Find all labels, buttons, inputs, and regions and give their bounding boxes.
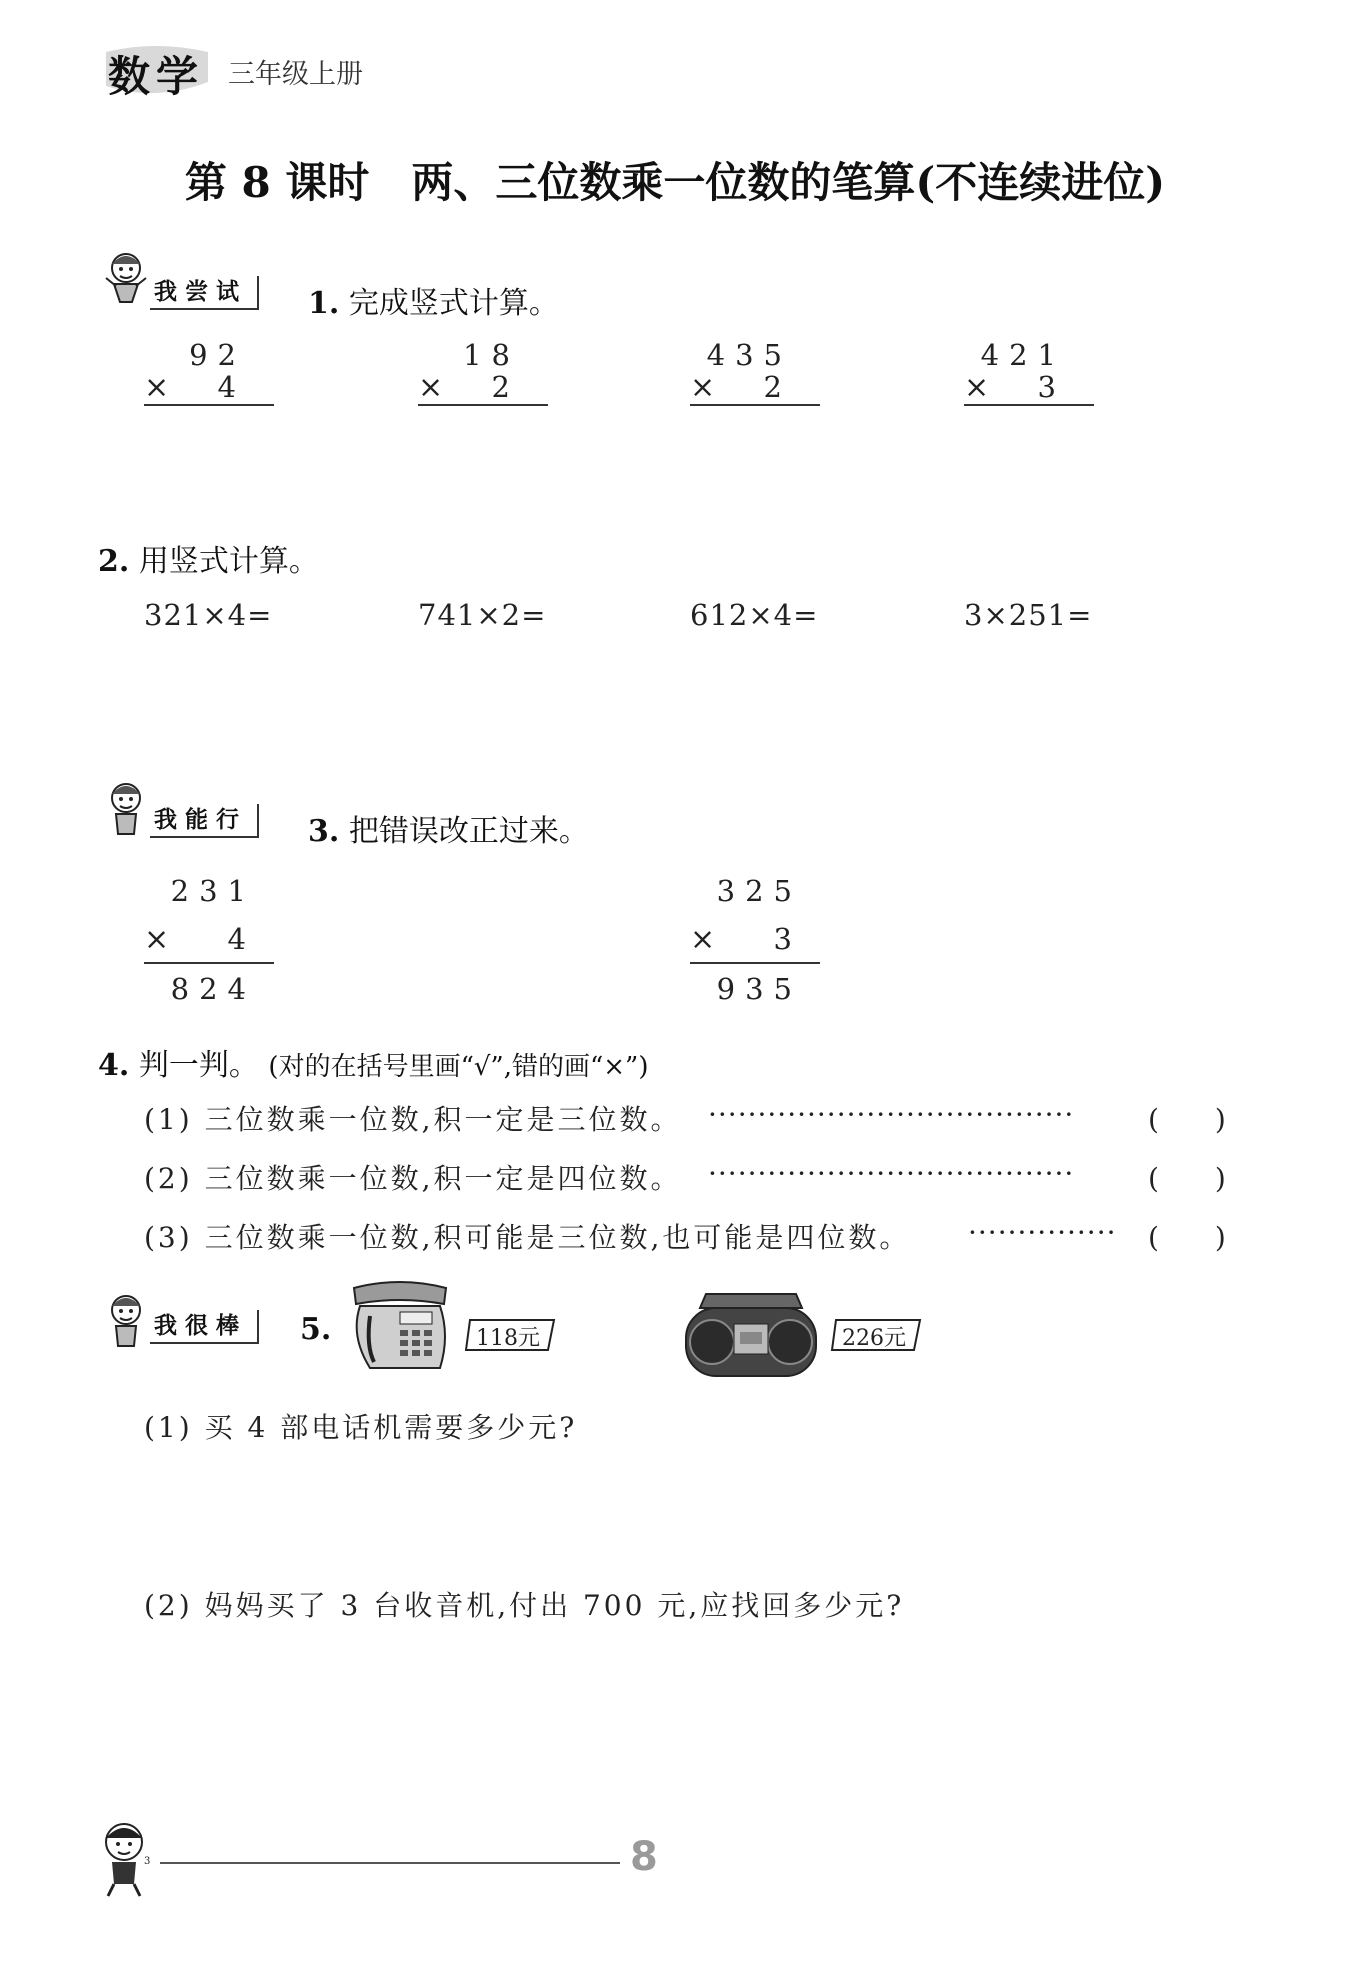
q4-item-1-answer-blank[interactable]: ( ) [1148, 1103, 1226, 1136]
question-3-text: 把错误改正过来。 [348, 814, 589, 849]
question-4-hint: (对的在括号里画“√”,错的画“×”) [268, 1052, 649, 1082]
q4-item-1-leader: ····································· [708, 1098, 1075, 1131]
cartoon-boy-mascot-icon [90, 1818, 160, 1898]
q3-problem-1-result: 824 [170, 972, 256, 1006]
section-badge-try: 我尝试 [150, 276, 259, 310]
question-2-number: 2. [98, 544, 130, 579]
q1-problem-1-top: 92 [189, 338, 246, 372]
q4-item-2-text: 三位数乘一位数,积一定是四位数。 [204, 1162, 682, 1195]
q4-item-3-answer-blank[interactable]: ( ) [1148, 1221, 1226, 1254]
q1-problem-2-line [418, 404, 548, 406]
q4-item-1 [144, 1098, 681, 1138]
subject-title: 数学 [108, 52, 205, 101]
q3-problem-1-bottom: 4 [227, 922, 256, 956]
q1-problem-3-op: × [690, 370, 716, 405]
q2-expression-2: 741×2= [418, 598, 547, 632]
q3-problem-2-line [690, 962, 820, 964]
cartoon-girl-icon [98, 778, 154, 840]
q4-item-1-label: (1) [144, 1103, 193, 1136]
q5-sub-2-label: (2) [144, 1589, 193, 1622]
q4-item-2-answer-blank[interactable]: ( ) [1148, 1162, 1226, 1195]
q1-problem-4-op: × [964, 370, 990, 405]
question-4-number: 4. [98, 1048, 130, 1083]
q1-problem-2-op: × [418, 370, 444, 405]
grade-label: 三年级上册 [228, 59, 363, 90]
q1-problem-1-op: × [144, 370, 170, 405]
q1-problem-3-bottom: 2 [763, 370, 792, 404]
question-2-heading [98, 536, 319, 580]
question-2-text: 用竖式计算。 [138, 544, 319, 579]
q3-problem-1-op: × [144, 922, 170, 957]
q5-sub-1-label: (1) [144, 1411, 193, 1444]
question-1-heading [308, 278, 559, 322]
q2-expression-4: 3×251= [964, 598, 1093, 632]
q1-problem-4-top: 421 [980, 338, 1066, 372]
page-number: 8 [630, 1834, 658, 1880]
q5-sub-1 [144, 1406, 577, 1446]
q4-item-2 [144, 1157, 681, 1197]
question-1-number: 1. [308, 286, 340, 321]
q4-item-1-text: 三位数乘一位数,积一定是三位数。 [204, 1103, 682, 1136]
question-4-heading [98, 1040, 649, 1084]
q5-sub-2-text: 妈妈买了 3 台收音机,付出 700 元,应找回多少元? [204, 1589, 905, 1622]
telephone-icon [340, 1276, 460, 1376]
section-badge-great: 我很棒 [150, 1310, 259, 1344]
q2-expression-1: 321×4= [144, 598, 273, 632]
q3-problem-2-bottom: 3 [773, 922, 802, 956]
cartoon-girl-icon [98, 248, 154, 308]
q4-item-3 [144, 1216, 910, 1256]
question-5-number-text: 5. [300, 1312, 332, 1347]
radio-price-tag: 226元 [842, 1326, 906, 1351]
cartoon-girl-icon [98, 1290, 154, 1352]
q1-problem-3-top: 435 [706, 338, 792, 372]
q1-problem-1-bottom: 4 [217, 370, 246, 404]
question-4-text: 判一判。 [138, 1048, 259, 1083]
q1-problem-1-line [144, 404, 274, 406]
q3-problem-2-top: 325 [716, 874, 802, 908]
footer-line [160, 1862, 620, 1864]
q5-sub-1-text: 买 4 部电话机需要多少元? [204, 1411, 578, 1444]
q4-item-3-label: (3) [144, 1221, 193, 1254]
q1-problem-2-bottom: 2 [491, 370, 520, 404]
phone-price-tag: 118元 [476, 1326, 540, 1351]
svg-text:3: 3 [144, 1856, 151, 1867]
question-1-text: 完成竖式计算。 [348, 286, 559, 321]
q5-sub-2 [144, 1584, 904, 1624]
q3-problem-2-result: 935 [716, 972, 802, 1006]
question-3-heading [308, 806, 589, 850]
q1-problem-4-line [964, 404, 1094, 406]
section-badge-can-do: 我能行 [150, 804, 259, 838]
question-3-number: 3. [308, 814, 340, 849]
question-5-number [300, 1312, 331, 1347]
q2-expression-3: 612×4= [690, 598, 819, 632]
lesson-title: 第 8 课时 两、三位数乘一位数的笔算(不连续进位) [184, 158, 1166, 207]
q4-item-2-label: (2) [144, 1162, 193, 1195]
q4-item-3-text: 三位数乘一位数,积可能是三位数,也可能是四位数。 [204, 1221, 911, 1254]
radio-cassette-icon [676, 1284, 826, 1384]
q4-item-3-leader: ··············· [968, 1216, 1117, 1249]
q1-problem-3-line [690, 404, 820, 406]
q3-problem-1-top: 231 [170, 874, 256, 908]
q1-problem-4-bottom: 3 [1037, 370, 1066, 404]
q3-problem-2-op: × [690, 922, 716, 957]
q3-problem-1-line [144, 962, 274, 964]
q1-problem-2-top: 18 [463, 338, 520, 372]
q4-item-2-leader: ····································· [708, 1157, 1075, 1190]
